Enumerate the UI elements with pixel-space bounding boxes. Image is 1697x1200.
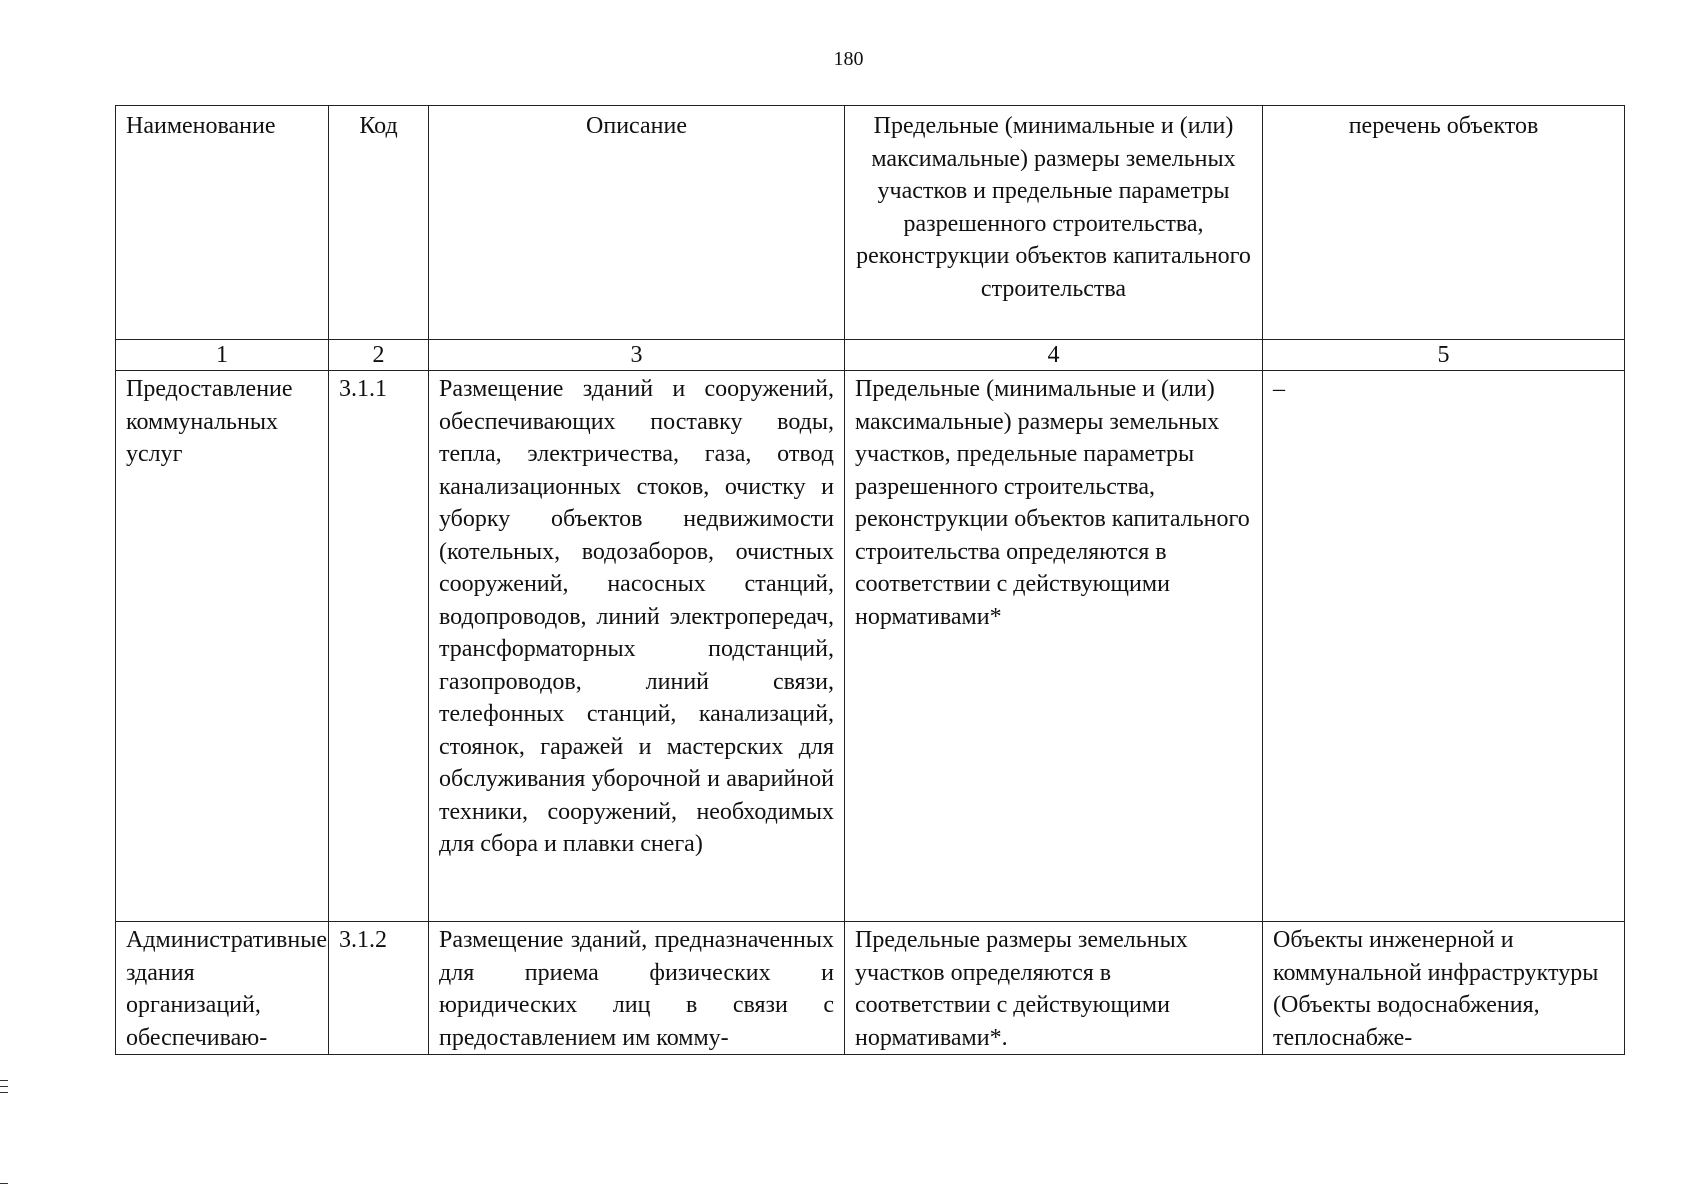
cell-name: Предоставление коммунальных услуг xyxy=(116,371,329,922)
cell-parameters: Предельные (минимальные и (или) максимальные) размеры земельных участков, предельные параметры разрешенного строительства, реконструкции объектов капитального строительства определяются в соответствии с действующими нормативами* xyxy=(845,371,1263,922)
cell-name: Административные здания организаций, обеспечиваю- xyxy=(116,922,329,1055)
cell-code: 3.1.2 xyxy=(329,922,429,1055)
page-number: 180 xyxy=(833,48,864,70)
column-number: 3 xyxy=(429,340,845,371)
header-description: Описание xyxy=(429,106,845,340)
header-parameters: Предельные (минимальные и (или) максимальные) размеры земельных участков и предельные параметры разрешенного строительства, реконструкции объектов капитального строительства xyxy=(845,106,1263,340)
table-row xyxy=(116,371,1625,922)
column-number-row xyxy=(116,340,1625,371)
table-header-row xyxy=(116,106,1625,340)
column-number: 1 xyxy=(116,340,329,371)
cell-code: 3.1.1 xyxy=(329,371,429,922)
header-code: Код xyxy=(329,106,429,340)
column-number: 4 xyxy=(845,340,1263,371)
scan-edge-marks xyxy=(0,1080,10,1189)
cell-description: Размещение зданий, предназначенных для приема физических и юридических лиц в связи с предоставлением им комму- xyxy=(429,922,845,1055)
cell-objects: Объекты инженерной и коммунальной инфраструктуры (Объекты водоснабжения, теплоснабже- xyxy=(1263,922,1625,1055)
header-name: Наименование xyxy=(116,106,329,340)
cell-description: Размещение зданий и сооружений, обеспечивающих поставку воды, тепла, электричества, газа, отвод канализационных стоков, очистку и уборку объектов недвижимости (котельных, водозаборов, очистных сооружений, насосных станций, водопроводов, линий электропередач, трансформаторных подстанций, газопроводов, линий связи, телефонных станций, канализаций, стоянок, гаражей и мастерских для обслуживания уборочной и аварийной техники, сооружений, необходимых для сбора и плавки снега) xyxy=(429,371,845,922)
table-row xyxy=(116,922,1625,1055)
column-number: 5 xyxy=(1263,340,1625,371)
land-use-table xyxy=(115,105,1625,1055)
column-number: 2 xyxy=(329,340,429,371)
cell-parameters: Предельные размеры земельных участков определяются в соответствии с действующими нормативами*. xyxy=(845,922,1263,1055)
cell-objects: – xyxy=(1263,371,1625,922)
header-objects: перечень объектов xyxy=(1263,106,1625,340)
